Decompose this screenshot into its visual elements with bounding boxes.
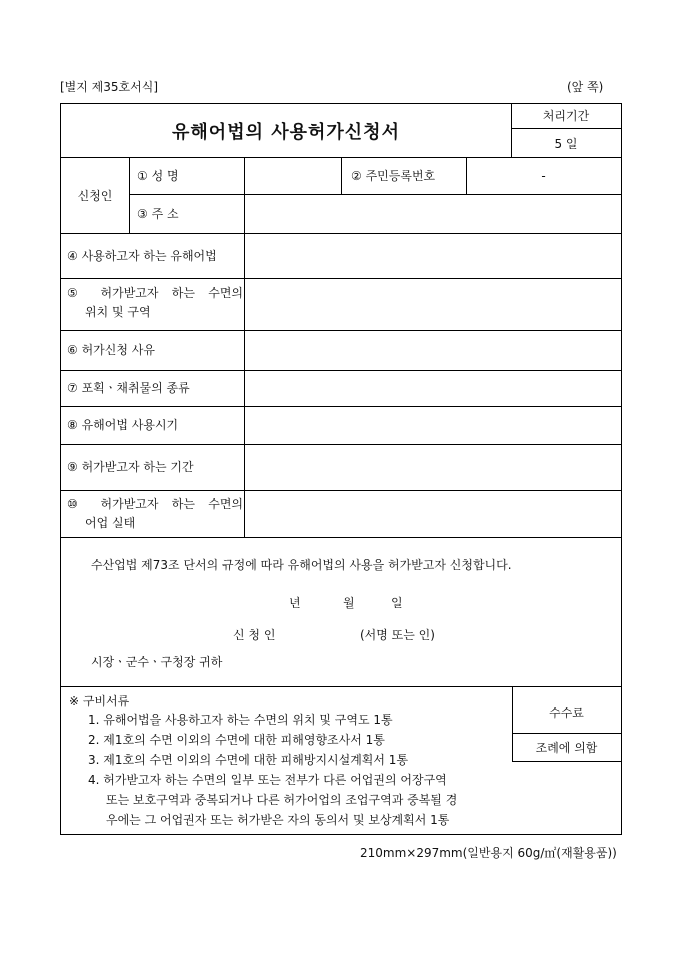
paper-spec: 210mm×297mm(일반용지 60g/㎡(재활용품)) [360, 846, 617, 860]
divider [511, 128, 621, 129]
recipient: 시장ㆍ군수ㆍ구청장 귀하 [91, 655, 223, 669]
row-label-fishing-status-line2: 어업 실태 [85, 516, 136, 530]
divider [61, 406, 621, 407]
document-item: 2. 제1호의 수면 이외의 수면에 대한 피해영향조사서 1통 [88, 733, 385, 747]
name-field[interactable] [251, 168, 336, 186]
divider [129, 157, 130, 233]
divider [341, 157, 342, 194]
name-label: ① 성 명 [137, 169, 179, 183]
date-year-label: 년 [289, 596, 301, 610]
row-field-usage-time[interactable] [251, 413, 616, 437]
date-day-label: 일 [391, 596, 403, 610]
divider [512, 761, 621, 762]
fee-value: 조례에 의함 [535, 741, 598, 755]
divider [244, 157, 245, 537]
address-label: ③ 주 소 [137, 207, 179, 221]
fee-label: 수수료 [549, 706, 584, 720]
divider [61, 330, 621, 331]
application-form [60, 103, 622, 835]
row-label-water-location-line2: 위치 및 구역 [85, 305, 151, 319]
row-field-reason[interactable] [251, 338, 616, 362]
row-label-usage-method: ④ 사용하고자 하는 유해어법 [67, 249, 217, 263]
form-title: 유해어법의 사용허가신청서 [172, 122, 400, 143]
divider [129, 194, 621, 195]
row-label-catch-type: ⑦ 포획ㆍ채취물의 종류 [67, 381, 190, 395]
row-field-usage-method[interactable] [251, 244, 616, 268]
page-side-label: (앞 쪽) [567, 80, 604, 94]
document-item: 3. 제1호의 수면 이외의 수면에 대한 피해방지시설계획서 1통 [88, 753, 409, 767]
applicant-group-label: 신청인 [77, 189, 113, 203]
document-item: 우에는 그 어업권자 또는 허가받은 자의 동의서 및 보상계획서 1통 [106, 813, 450, 827]
rrn-field[interactable]: - [541, 169, 546, 183]
row-field-catch-type[interactable] [251, 376, 616, 400]
document-item: 또는 보호구역과 중복되거나 다른 허가어업의 조업구역과 중복될 경 [106, 793, 458, 807]
row-field-water-location[interactable] [251, 290, 616, 318]
document-item: 1. 유해어법을 사용하고자 하는 수면의 위치 및 구역도 1통 [88, 713, 393, 727]
divider [61, 444, 621, 445]
signature-hint: (서명 또는 인) [360, 628, 435, 642]
documents-heading: ※ 구비서류 [69, 694, 130, 708]
divider [512, 733, 621, 734]
divider [61, 370, 621, 371]
row-label-reason: ⑥ 허가신청 사유 [67, 343, 155, 357]
row-label-usage-time: ⑧ 유해어법 사용시기 [67, 418, 179, 432]
rrn-label: ② 주민등록번호 [351, 169, 436, 183]
row-label-permit-period: ⑨ 허가받고자 하는 기간 [67, 460, 194, 474]
applicant-signature-label: 신 청 인 [233, 628, 276, 642]
processing-period-value: 5 일 [554, 137, 578, 151]
declaration-statement: 수산업법 제73조 단서의 규정에 따라 유해어법의 사용을 허가받고자 신청합니다. [91, 558, 512, 572]
row-field-permit-period[interactable] [251, 454, 616, 482]
row-label-water-location-line1: ⑤ 허가받고자 하는 수면의 [67, 286, 243, 300]
divider [61, 686, 621, 687]
divider [61, 233, 621, 234]
row-field-fishing-status[interactable] [251, 500, 616, 530]
address-field[interactable] [251, 202, 616, 226]
divider [61, 537, 621, 538]
document-item: 4. 허가받고자 하는 수면의 일부 또는 전부가 다른 어업권의 어장구역 [88, 773, 447, 787]
form-reference: [별지 제35호서식] [60, 80, 158, 94]
divider [61, 490, 621, 491]
divider [61, 278, 621, 279]
date-month-label: 월 [343, 596, 355, 610]
row-label-fishing-status-line1: ⑩ 허가받고자 하는 수면의 [67, 497, 243, 511]
processing-period-label: 처리기간 [542, 109, 590, 123]
